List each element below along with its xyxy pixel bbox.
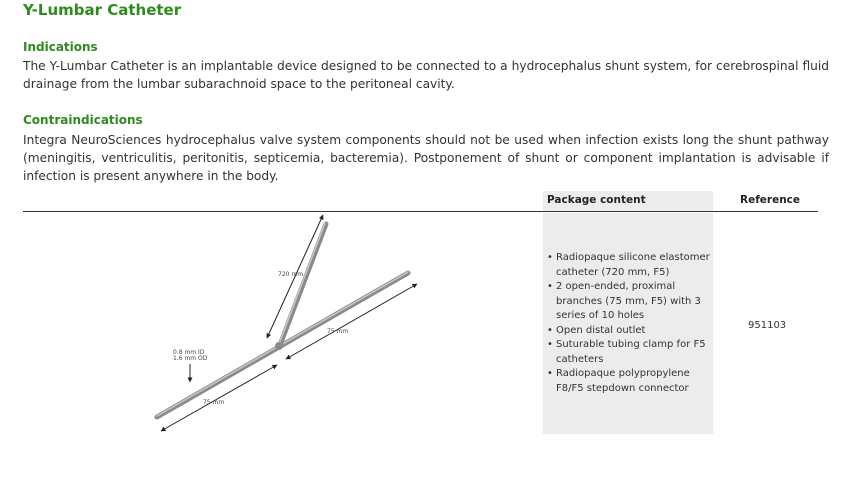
dimension-label-720: 720 mm xyxy=(278,271,304,278)
indications-heading: Indications xyxy=(23,40,98,54)
dimension-arrow-75-lower xyxy=(161,365,277,431)
list-item: • Radiopaque silicone elastomer catheter (720 mm, F5) xyxy=(547,251,712,280)
package-content-header: Package content xyxy=(547,194,646,206)
contraindications-heading: Contraindications xyxy=(23,113,143,127)
list-item: • Radiopaque polypropylene F8/F5 stepdown connector xyxy=(547,367,712,396)
inner-diameter-label: 0.8 mm ID xyxy=(173,349,205,356)
dimension-arrow-75-upper xyxy=(286,284,417,359)
indications-text: The Y-Lumbar Catheter is an implantable device designed to be connected to a hydrocephalus shunt system, for cerebrospinal fluid drainage from the lumbar subarachnoid space to the peritoneal cavity. xyxy=(23,59,829,91)
reference-header: Reference xyxy=(740,194,801,206)
dimension-label-75-lower: 75 mm xyxy=(203,399,225,406)
reference-number: 951103 xyxy=(748,320,787,331)
dimension-label-75-upper: 75 mm xyxy=(327,328,349,335)
contraindications-text: Integra NeuroSciences hydrocephalus valve system components should not be used when infection exists long the shunt pathway (meningitis, ventriculitis, peritonitis, septicemia, bacteremia). Postponement of shunt or component implantation is advisable if infection is present anywhere in the body. xyxy=(23,133,829,183)
package-content-list xyxy=(547,251,712,396)
page-title: Y-Lumbar Catheter xyxy=(23,1,182,19)
list-item: • 2 open-ended, proximal branches (75 mm, F5) with 3 series of 10 holes xyxy=(547,280,712,324)
list-item: • Suturable tubing clamp for F5 catheters xyxy=(547,338,712,367)
catheter-diagram xyxy=(140,212,440,437)
y-junction xyxy=(275,342,283,350)
outer-diameter-label: 1.6 mm OD xyxy=(173,355,208,362)
list-item: • Open distal outlet xyxy=(547,324,712,339)
